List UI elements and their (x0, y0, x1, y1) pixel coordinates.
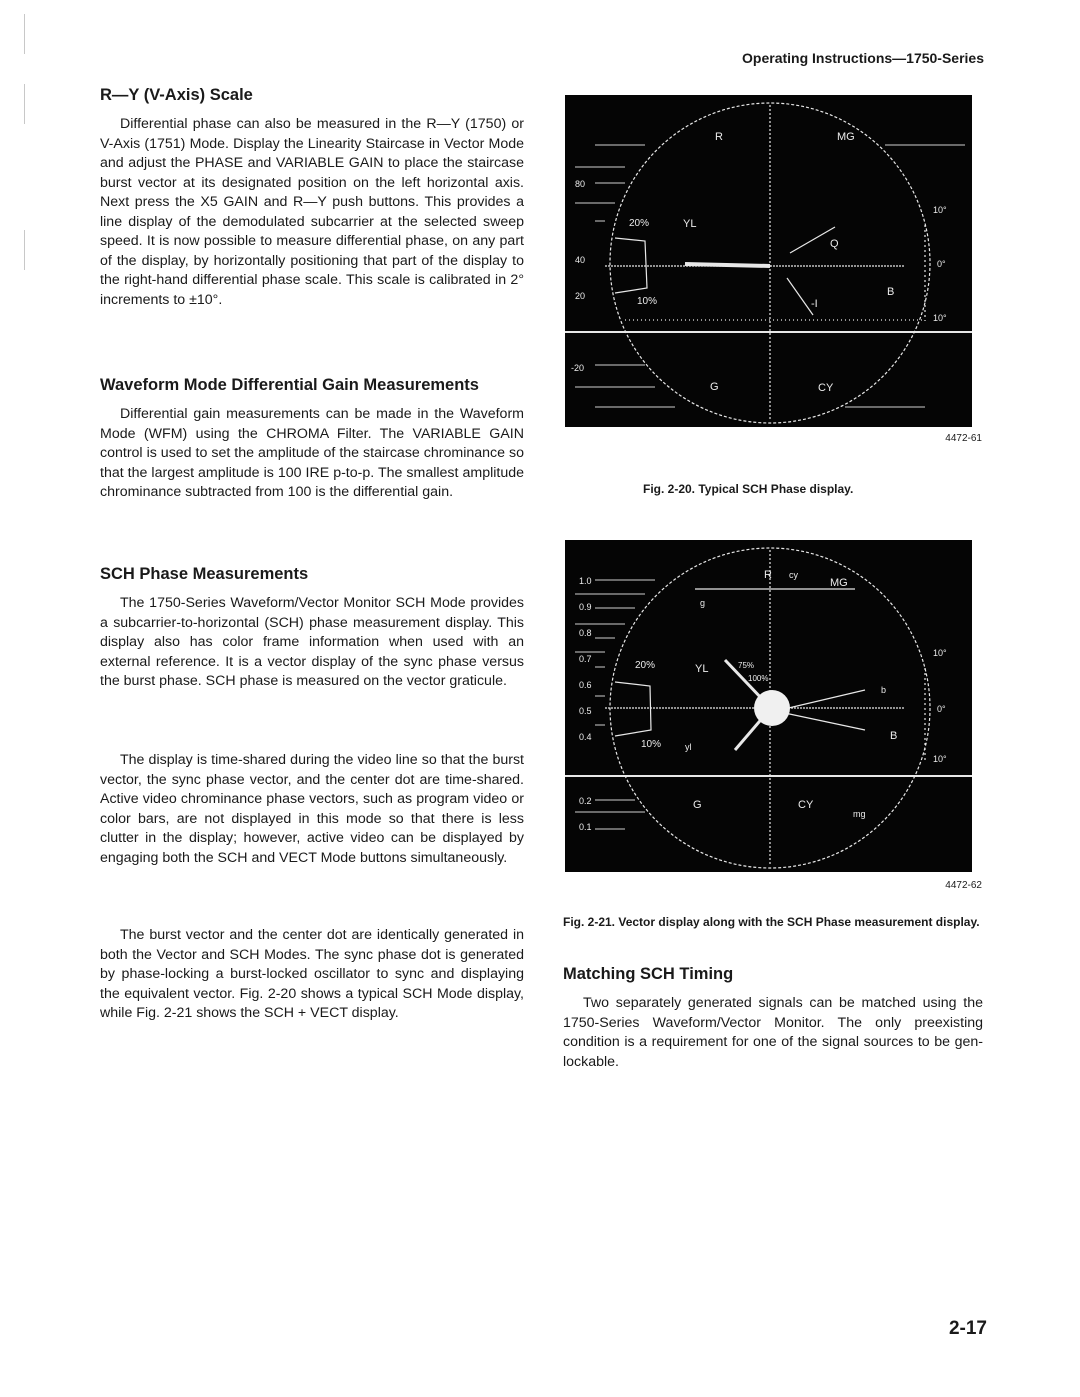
svg-text:-20: -20 (571, 363, 585, 373)
svg-text:R: R (764, 569, 772, 581)
section-sch-phase (100, 564, 524, 692)
svg-text:0.1: 0.1 (579, 822, 592, 832)
figure-2-20-image (565, 95, 972, 427)
svg-text:CY: CY (798, 799, 814, 811)
section-ry-scale (100, 85, 524, 310)
svg-text:100%: 100% (748, 674, 769, 683)
section-body: Two separately generated signals can be matched using the 1750-Series Waveform/Vector Monitor. The only preexisting condition is a requirement for one of the signal sources to be gen-lockable. (563, 995, 983, 1070)
svg-text:MG: MG (830, 577, 848, 589)
svg-text:0.6: 0.6 (579, 680, 592, 690)
svg-text:40: 40 (575, 255, 586, 265)
svg-text:10°: 10° (933, 754, 947, 764)
svg-text:b: b (881, 685, 887, 695)
svg-text:YL: YL (695, 663, 709, 675)
svg-text:10%: 10% (641, 739, 662, 750)
svg-text:0°: 0° (937, 259, 946, 269)
svg-text:10%: 10% (637, 296, 658, 307)
section-body: The burst vector and the center dot are identically generated in both the Vector and SCH Modes. The sync phase dot is generated by phase-locking a burst-locked oscillator to sync and displaying the equivalent vector. Fig. 2-20 shows a typical SCH Mode display, while Fig. 2-21 shows the SCH + VECT display. (100, 927, 524, 1021)
svg-text:R: R (715, 131, 723, 143)
svg-text:B: B (887, 286, 895, 298)
page-number: 2-17 (948, 1318, 987, 1339)
running-head: Operating Instructions—1750-Series (742, 50, 984, 66)
svg-text:0.2: 0.2 (579, 796, 592, 806)
svg-text:CY: CY (818, 382, 834, 394)
svg-text:yl: yl (685, 742, 692, 752)
svg-text:1.0: 1.0 (579, 576, 592, 586)
figure-caption: Fig. 2-21. Vector display along with the SCH Phase measurement display. (563, 915, 980, 929)
paragraph-time-shared (100, 751, 524, 868)
vectorscope-graticule (565, 540, 972, 872)
svg-text:0.7: 0.7 (579, 654, 592, 664)
svg-text:20%: 20% (629, 218, 650, 229)
section-body: The 1750-Series Waveform/Vector Monitor SCH Mode provides a subcarrier-to-horizontal (SCH) phase measurement display. This display also has color frame information when used with an external reference. It is a vector display of the sync phase versus the burst phase. SCH phase is measured on the vector graticule. (100, 595, 524, 689)
svg-text:10°: 10° (933, 313, 947, 323)
section-heading: Waveform Mode Differential Gain Measurements (100, 376, 479, 394)
figure-code: 4472-61 (945, 433, 982, 444)
section-body: Differential phase can also be measured in the R—Y (1750) or V-Axis (1751) Mode. Display the Linearity Staircase in Vector Mode and adjust the PHASE and VARIABLE GAIN to place the staircase burst vector at its designated position on the left horizontal axis. Next press the X5 GAIN and R—Y push buttons. This provides a line display of the demodulated subcarrier at the selected sweep speed. It is now possible to measure differential phase, on any part of the display, by horizontally positioning that part of the display to the right-hand differential phase scale. This scale is calibrated in 2° increments to ±10°. (100, 116, 524, 308)
section-body: Differential gain measurements can be made in the Waveform Mode (WFM) using the CHROMA Filter. The VARIABLE GAIN control is used to set the amplitude of the staircase chrominance so that the largest amplitude is 100 IRE p-to-p. The smallest amplitude chrominance subtracted from 100 is the differential gain. (100, 406, 524, 500)
figure-2-21-image (565, 540, 972, 872)
svg-text:G: G (693, 799, 702, 811)
svg-text:0.9: 0.9 (579, 602, 592, 612)
svg-text:0.8: 0.8 (579, 628, 592, 638)
section-heading: SCH Phase Measurements (100, 565, 309, 583)
svg-text:g: g (700, 598, 706, 608)
svg-text:mg: mg (853, 809, 866, 819)
paragraph-burst-vector (100, 926, 524, 1024)
svg-text:-I: -I (811, 298, 818, 310)
svg-text:YL: YL (683, 218, 697, 230)
svg-text:10°: 10° (933, 205, 947, 215)
svg-text:10°: 10° (933, 648, 947, 658)
scan-margin-mark (24, 14, 25, 54)
section-body: The display is time-shared during the video line so that the burst vector, the sync phase vector, and the center dot are time-shared. Active video chrominance phase vectors, such as program video or color bars, are not displayed in this mode so that there is less clutter in the display; however, active video can be displayed by engaging both the SCH and VECT Mode buttons simultaneously. (100, 752, 524, 866)
scan-margin-mark (24, 230, 25, 270)
vectorscope-graticule (565, 95, 972, 427)
svg-text:0.4: 0.4 (579, 732, 592, 742)
svg-text:MG: MG (837, 131, 855, 143)
section-matching-sch-timing (563, 964, 983, 1072)
svg-text:cy: cy (789, 570, 798, 580)
figure-code: 4472-62 (945, 880, 982, 891)
svg-text:G: G (710, 381, 719, 393)
svg-text:80: 80 (575, 179, 586, 189)
section-heading: Matching SCH Timing (563, 965, 734, 983)
svg-text:Q: Q (830, 238, 839, 250)
center-dot-icon (754, 690, 790, 726)
section-waveform-dg (100, 375, 524, 503)
svg-text:B: B (890, 730, 898, 742)
svg-text:0.5: 0.5 (579, 706, 592, 716)
scan-margin-mark (24, 84, 25, 124)
figure-caption: Fig. 2-20. Typical SCH Phase display. (643, 482, 854, 496)
svg-text:0°: 0° (937, 704, 946, 714)
svg-text:75%: 75% (738, 661, 755, 670)
svg-text:20: 20 (575, 291, 586, 301)
section-heading: R—Y (V-Axis) Scale (100, 86, 253, 104)
svg-text:20%: 20% (635, 660, 656, 671)
